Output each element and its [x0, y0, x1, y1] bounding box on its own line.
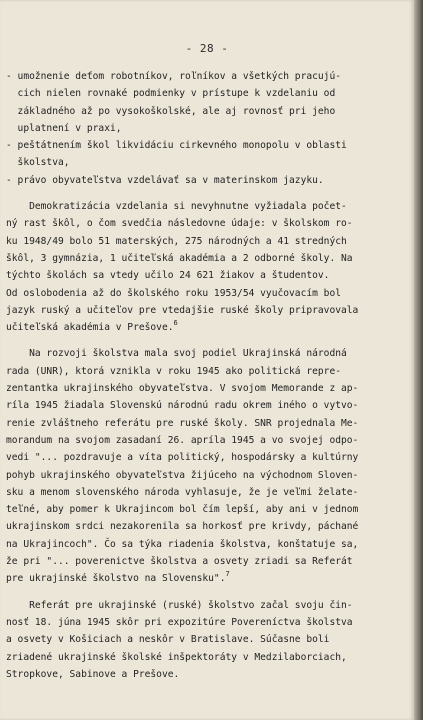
text-line — [6, 484, 410, 501]
line-text: že pri "... poverenictve školstva a osvety zriadi sa Referát — [6, 556, 353, 568]
text-line — [6, 570, 410, 587]
line-text: a osvety v Košiciach a neskôr v Bratislave. Súčasne boli — [6, 634, 330, 646]
paragraph — [6, 198, 410, 336]
text-line — [6, 380, 410, 397]
line-text: zriadené ukrajinské školské inšpektoráty v Medzilaborciach, — [6, 651, 347, 663]
text-line — [6, 319, 410, 336]
line-text: cich nielen rovnaké podmienky v prístupe k vzdelaniu od — [6, 88, 336, 100]
page-number: - 28 - — [185, 42, 229, 55]
text-line — [6, 154, 410, 171]
line-text: Na rozvoji školstva mala svoj podiel Ukrajinská národná — [6, 348, 347, 360]
line-text: - umožnenie deťom robotníkov, roľníkov a všetkých pracujú- — [6, 71, 342, 82]
text-line — [6, 449, 410, 466]
line-text: nosť 18. júna 1945 skôr pri expozitúre Povereníctva školstva — [6, 616, 353, 628]
line-text: Referát pre ukrajinské (ruské) školstvo začal svoju čin- — [6, 599, 353, 611]
line-text: renie zvláštneho referátu pre ruské školy. SNR projednala Me- — [6, 417, 359, 429]
line-text: rada (UNR), ktorá vznikla v roku 1945 ako politická repre- — [6, 365, 342, 377]
line-text: Od oslobodenia až do školského roku 1953/54 vyučovacím bol — [6, 287, 342, 299]
line-text: na Ukrajincoch". Čo sa týka riadenia školstva, konštatuje sa, — [6, 538, 359, 550]
paragraph — [6, 345, 410, 587]
text-line — [6, 536, 410, 553]
line-text: teľné, aby pomer k Ukrajincom bol čím lepší, aby ani v jednom — [6, 504, 359, 516]
text-line — [6, 631, 410, 648]
text-line — [6, 666, 410, 683]
text-line — [6, 120, 410, 137]
line-text: škôl, 3 gymnázia, 1 učiteľská akadémia a 2 odborné školy. Na — [6, 252, 353, 264]
line-text: morandum na svojom zasadaní 26. apríla 1945 a vo svojej odpo- — [6, 434, 359, 446]
text-line — [6, 198, 410, 215]
line-text: učiteľská akadémia v Prešove. — [6, 322, 174, 334]
line-text: - právo obyvateľstva vzdelávať sa v materinskom jazyku. — [6, 174, 324, 186]
text-line — [6, 215, 410, 232]
text-line — [6, 302, 410, 319]
line-text: Stropkove, Sabinove a Prešove. — [6, 668, 180, 680]
text-line — [6, 137, 410, 154]
text-line — [6, 267, 410, 284]
book-binding-edge — [414, 0, 423, 720]
text-line — [6, 172, 410, 189]
line-text: jazyk ruský a učiteľov pre vtedajšie ruské školy pripravovala — [6, 304, 359, 316]
line-text: školstva, — [6, 157, 70, 169]
line-text: - peštátnením škol likvidáciu cirkevného monopolu v oblasti — [6, 140, 347, 152]
text-line — [6, 415, 410, 432]
line-text: ku 1948/49 bolo 51 materských, 275 národných a 41 stredných — [6, 235, 347, 247]
text-line — [6, 649, 410, 666]
line-text: Demokratizácia vzdelania si nevyhnutne vyžiadala počet- — [6, 201, 347, 213]
footnote-mark: 6 — [173, 319, 178, 328]
line-text: pohyb ukrajinského obyvateľstva žijúceho na východnom Sloven- — [6, 469, 359, 481]
text-line — [6, 518, 410, 535]
paragraph-gap — [6, 189, 410, 198]
line-text: pre ukrajinské školstvo na Slovensku". — [6, 573, 226, 585]
text-line — [6, 250, 410, 267]
line-text: základného až po vysokoškolské, ale aj rovnosť pri jeho — [6, 105, 336, 117]
text-line — [6, 363, 410, 380]
footnote-mark: 7 — [225, 570, 230, 579]
text-line — [6, 103, 410, 120]
line-text: ríla 1945 žiadala Slovenskú národnú radu okrem iného o vytvo- — [6, 400, 359, 412]
text-line — [6, 345, 410, 362]
text-line — [6, 285, 410, 302]
paragraph — [6, 68, 410, 189]
text-line — [6, 432, 410, 449]
text-line — [6, 233, 410, 250]
paragraph-gap — [6, 336, 410, 345]
text-line — [6, 68, 410, 85]
line-text: zentantka ukrajinského obyvateľstva. V svojom Memorande z ap- — [6, 383, 359, 395]
text-line — [6, 614, 410, 631]
text-line — [6, 597, 410, 614]
line-text: sku a menom slovenského národa vyhlasuje, že je veľmi želate- — [6, 486, 359, 498]
line-text: ukrajinskom srdci nezakorenila sa horkosť pre krivdy, páchané — [6, 521, 359, 533]
line-text: ný rast škôl, o čom svedčia následovne údaje: v školskom ro- — [6, 218, 353, 230]
text-line — [6, 553, 410, 570]
paragraph-gap — [6, 588, 410, 597]
line-text: uplatnení v praxi, — [6, 122, 122, 134]
text-line — [6, 85, 410, 102]
body-text — [6, 68, 410, 683]
text-line — [6, 501, 410, 518]
line-text: týchto školách sa vtedy učilo 24 621 žiakov a študentov. — [6, 270, 330, 282]
line-text: vedi "... pozdravuje a víta politický, hospodársky a kultúrny — [6, 452, 359, 464]
text-line — [6, 397, 410, 414]
paragraph — [6, 597, 410, 683]
text-line — [6, 467, 410, 484]
